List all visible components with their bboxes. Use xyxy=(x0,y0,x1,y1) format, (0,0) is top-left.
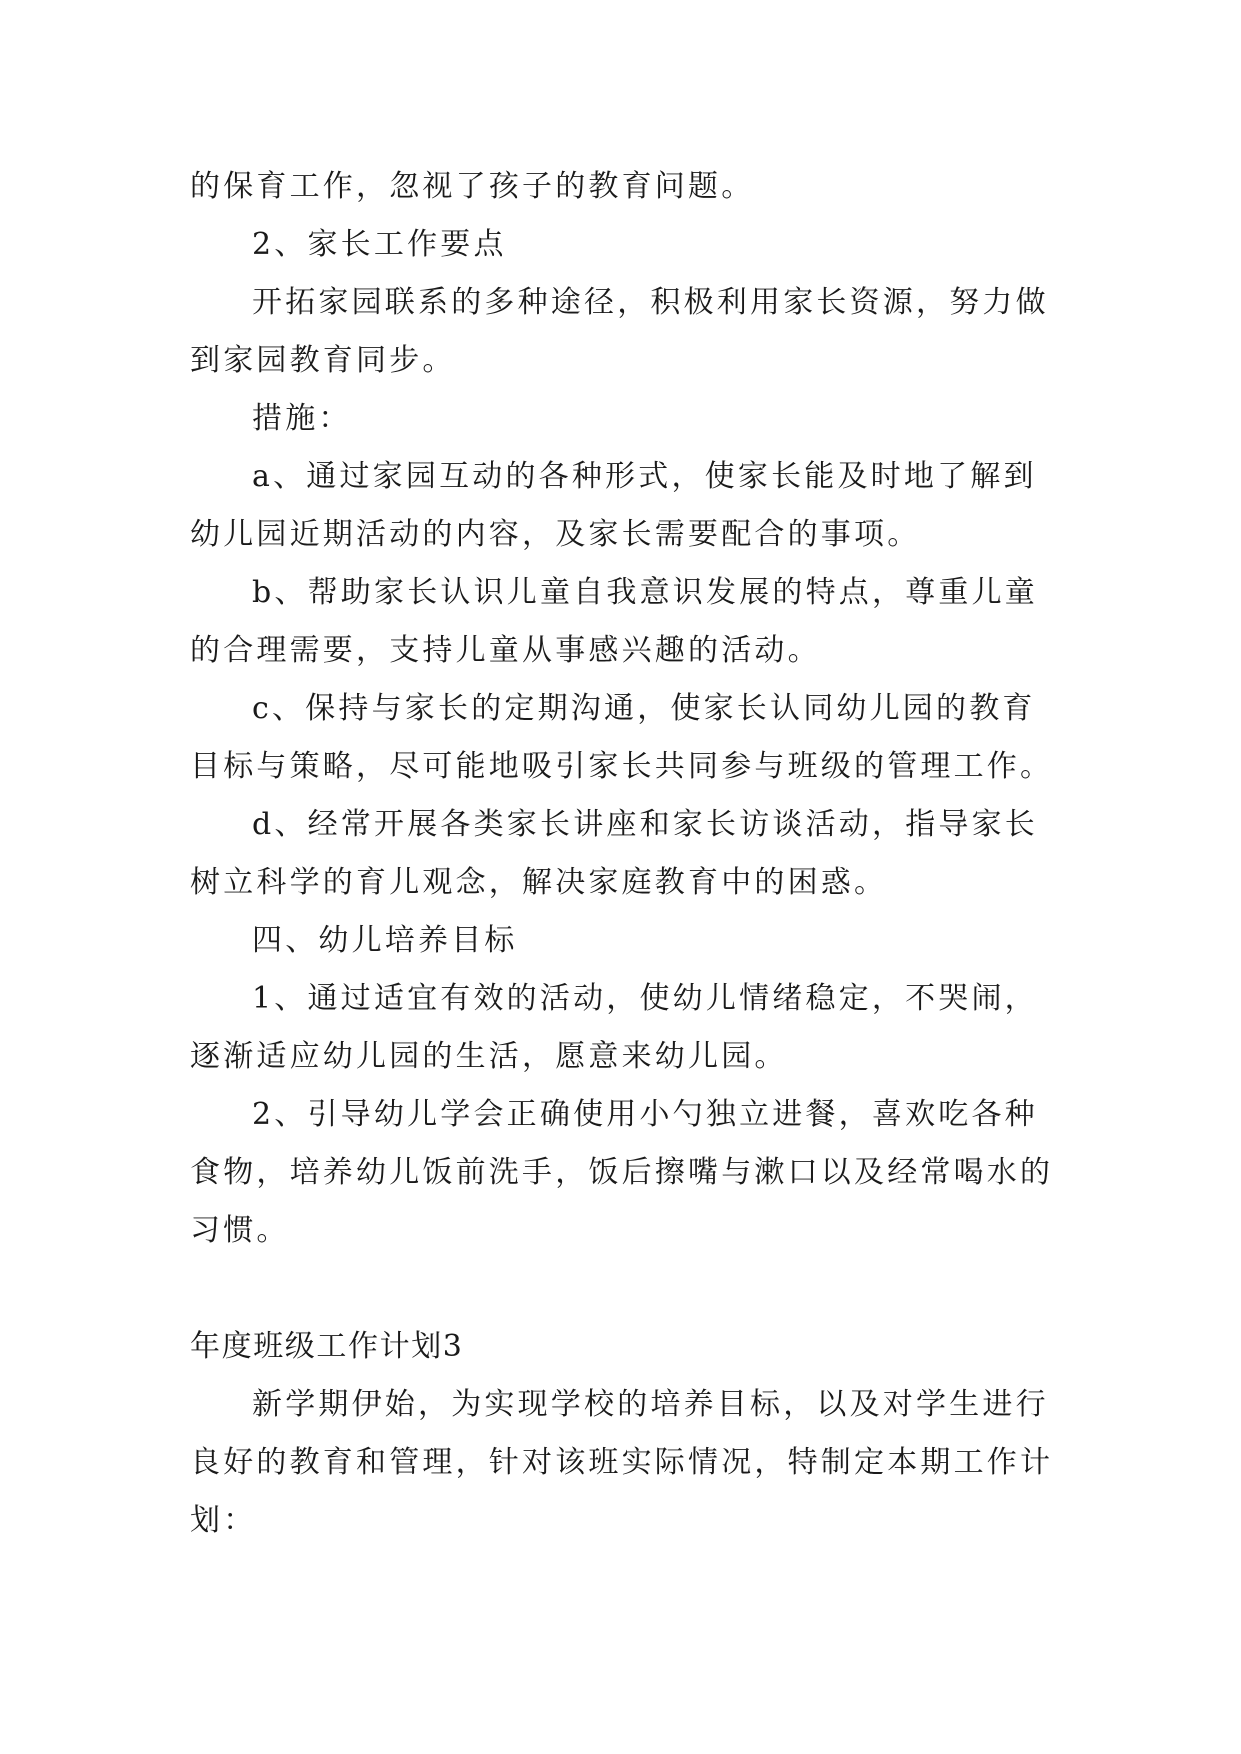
paragraph-line: 到家园教育同步。 xyxy=(190,343,456,378)
paragraph-line: 的保育工作，忽视了孩子的教育问题。 xyxy=(190,169,755,204)
paragraph-line: 良好的教育和管理，针对该班实际情况，特制定本期工作计 xyxy=(190,1445,1054,1480)
paragraph-line: 目标与策略，尽可能地吸引家长共同参与班级的管理工作。 xyxy=(190,749,1054,784)
paragraph-line: 树立科学的育儿观念，解决家庭教育中的困惑。 xyxy=(190,865,888,900)
paragraph-line: 习惯。 xyxy=(190,1213,290,1248)
paragraph-line: 1、通过适宜有效的活动，使幼儿情绪稳定，不哭闹， xyxy=(252,981,1038,1016)
section-heading: 四、幼儿培养目标 xyxy=(252,923,518,958)
paragraph-line: 新学期伊始，为实现学校的培养目标，以及对学生进行 xyxy=(252,1387,1049,1422)
paragraph-gap xyxy=(190,1260,1060,1318)
document-page xyxy=(190,158,1060,1550)
paragraph-line: 开拓家园联系的多种途径，积极利用家长资源，努力做 xyxy=(252,285,1049,320)
paragraph-line: a、通过家园互动的各种形式，使家长能及时地了解到 xyxy=(252,459,1037,494)
paragraph-line: 划： xyxy=(190,1503,257,1538)
paragraph-line: 措施： xyxy=(252,401,352,436)
paragraph-line: d、经常开展各类家长讲座和家长访谈活动，指导家长 xyxy=(252,807,1039,842)
document-title: 年度班级工作计划3 xyxy=(190,1329,464,1364)
paragraph-line: 食物，培养幼儿饭前洗手，饭后擦嘴与漱口以及经常喝水的 xyxy=(190,1155,1054,1190)
paragraph-line: 逐渐适应幼儿园的生活，愿意来幼儿园。 xyxy=(190,1039,788,1074)
paragraph-line: 的合理需要，支持儿童从事感兴趣的活动。 xyxy=(190,633,821,668)
paragraph-line: 2、引导幼儿学会正确使用小勺独立进餐，喜欢吃各种 xyxy=(252,1097,1038,1132)
paragraph-line: 幼儿园近期活动的内容，及家长需要配合的事项。 xyxy=(190,517,921,552)
paragraph-line: c、保持与家长的定期沟通，使家长认同幼儿园的教育 xyxy=(252,691,1036,726)
section-heading: 2、家长工作要点 xyxy=(252,227,507,262)
paragraph-line: b、帮助家长认识儿童自我意识发展的特点，尊重儿童 xyxy=(252,575,1039,610)
